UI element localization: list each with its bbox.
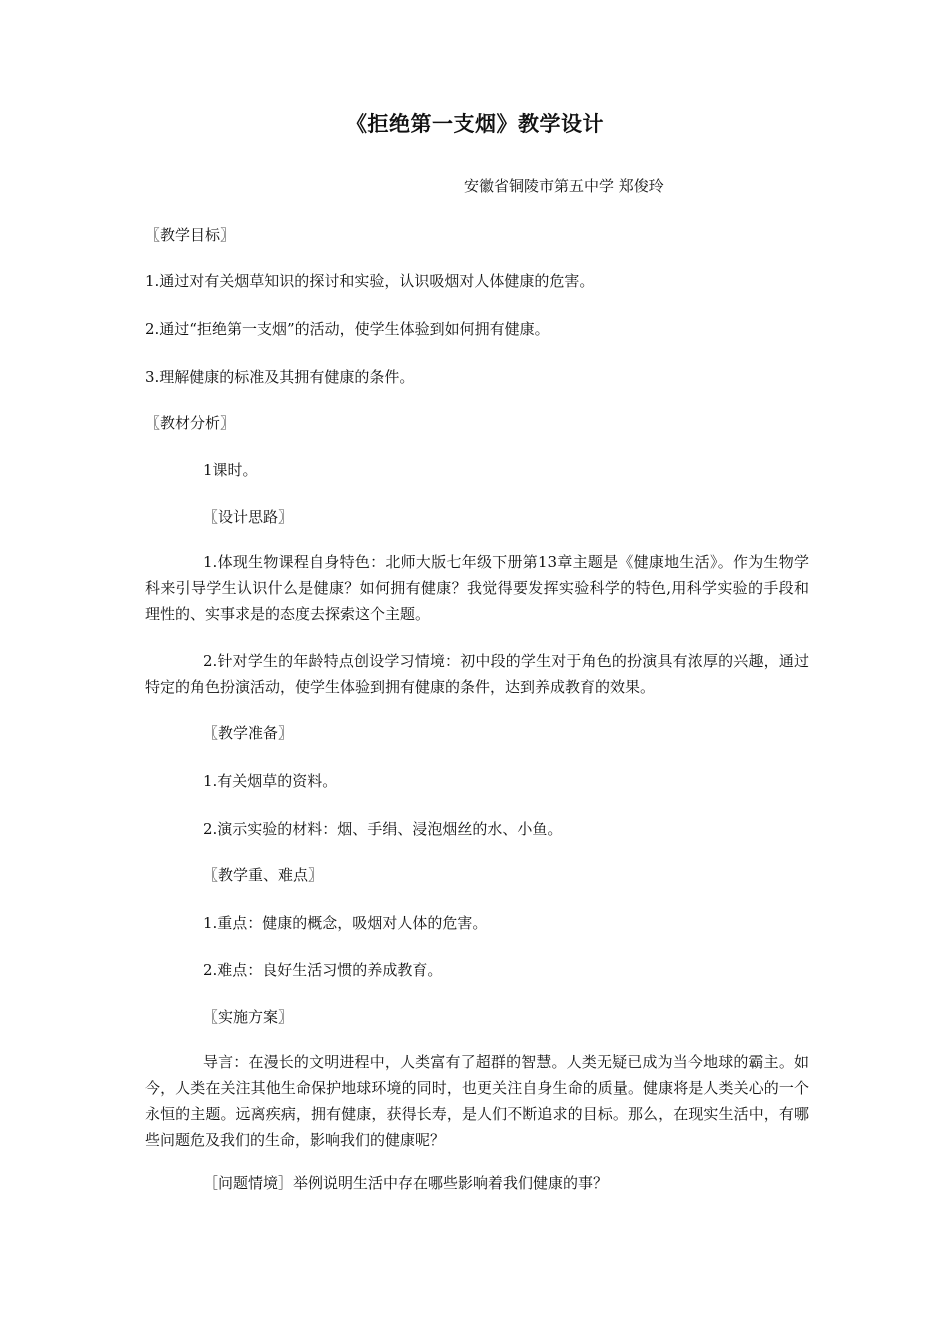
key-item-2: 2.难点：良好生活习惯的养成教育。	[203, 961, 443, 979]
objective-item-1: 1.通过对有关烟草知识的探讨和实验，认识吸烟对人体健康的危害。	[145, 272, 595, 290]
document-title: 《拒绝第一支烟》教学设计	[346, 112, 604, 136]
prep-item-1: 1.有关烟草的资料。	[203, 772, 338, 790]
analysis-text: 1课时。	[203, 461, 258, 479]
design-item-1: 1.体现生物课程自身特色：北师大版七年级下册第13章主题是《健康地生活》。作为生物学科来引导学生认识什么是健康？如何拥有健康？我觉得要发挥实验科学的特色,用科学实验的手段和理性的、实事求是的态度去探索这个主题。	[145, 553, 809, 623]
objective-item-3: 3.理解健康的标准及其拥有健康的条件。	[145, 368, 415, 386]
plan-heading: 〖实施方案〗	[203, 1008, 294, 1026]
objectives-heading: 〖教学目标〗	[145, 226, 236, 244]
key-heading: 〖教学重、难点〗	[203, 866, 324, 884]
analysis-heading: 〖教材分析〗	[145, 414, 236, 432]
prep-heading: 〖教学准备〗	[203, 724, 294, 742]
intro-paragraph: 导言：在漫长的文明进程中，人类富有了超群的智慧。人类无疑已成为当今地球的霸主。如今，人类在关注其他生命保护地球环境的同时，也更关注自身生命的质量。健康将是人类关心的一个永恒的主题。远离疾病，拥有健康，获得长寿，是人们不断追求的目标。那么，在现实生活中，有哪些问题危及我们的生命，影响我们的健康呢？	[145, 1053, 809, 1149]
design-heading: 〖设计思路〗	[203, 508, 294, 526]
objective-item-2: 2.通过“拒绝第一支烟”的活动，使学生体验到如何拥有健康。	[145, 320, 550, 338]
design-item-2: 2.针对学生的年龄特点创设学习情境：初中段的学生对于角色的扮演具有浓厚的兴趣，通过特定的角色扮演活动，使学生体验到拥有健康的条件，达到养成教育的效果。	[145, 652, 809, 696]
question-scenario: ［问题情境］举例说明生活中存在哪些影响着我们健康的事？	[203, 1174, 609, 1192]
author-line: 安徽省铜陵市第五中学 郑俊玲	[464, 177, 664, 195]
key-item-1: 1.重点：健康的概念，吸烟对人体的危害。	[203, 914, 488, 932]
prep-item-2: 2.演示实验的材料：烟、手绢、浸泡烟丝的水、小鱼。	[203, 820, 563, 838]
